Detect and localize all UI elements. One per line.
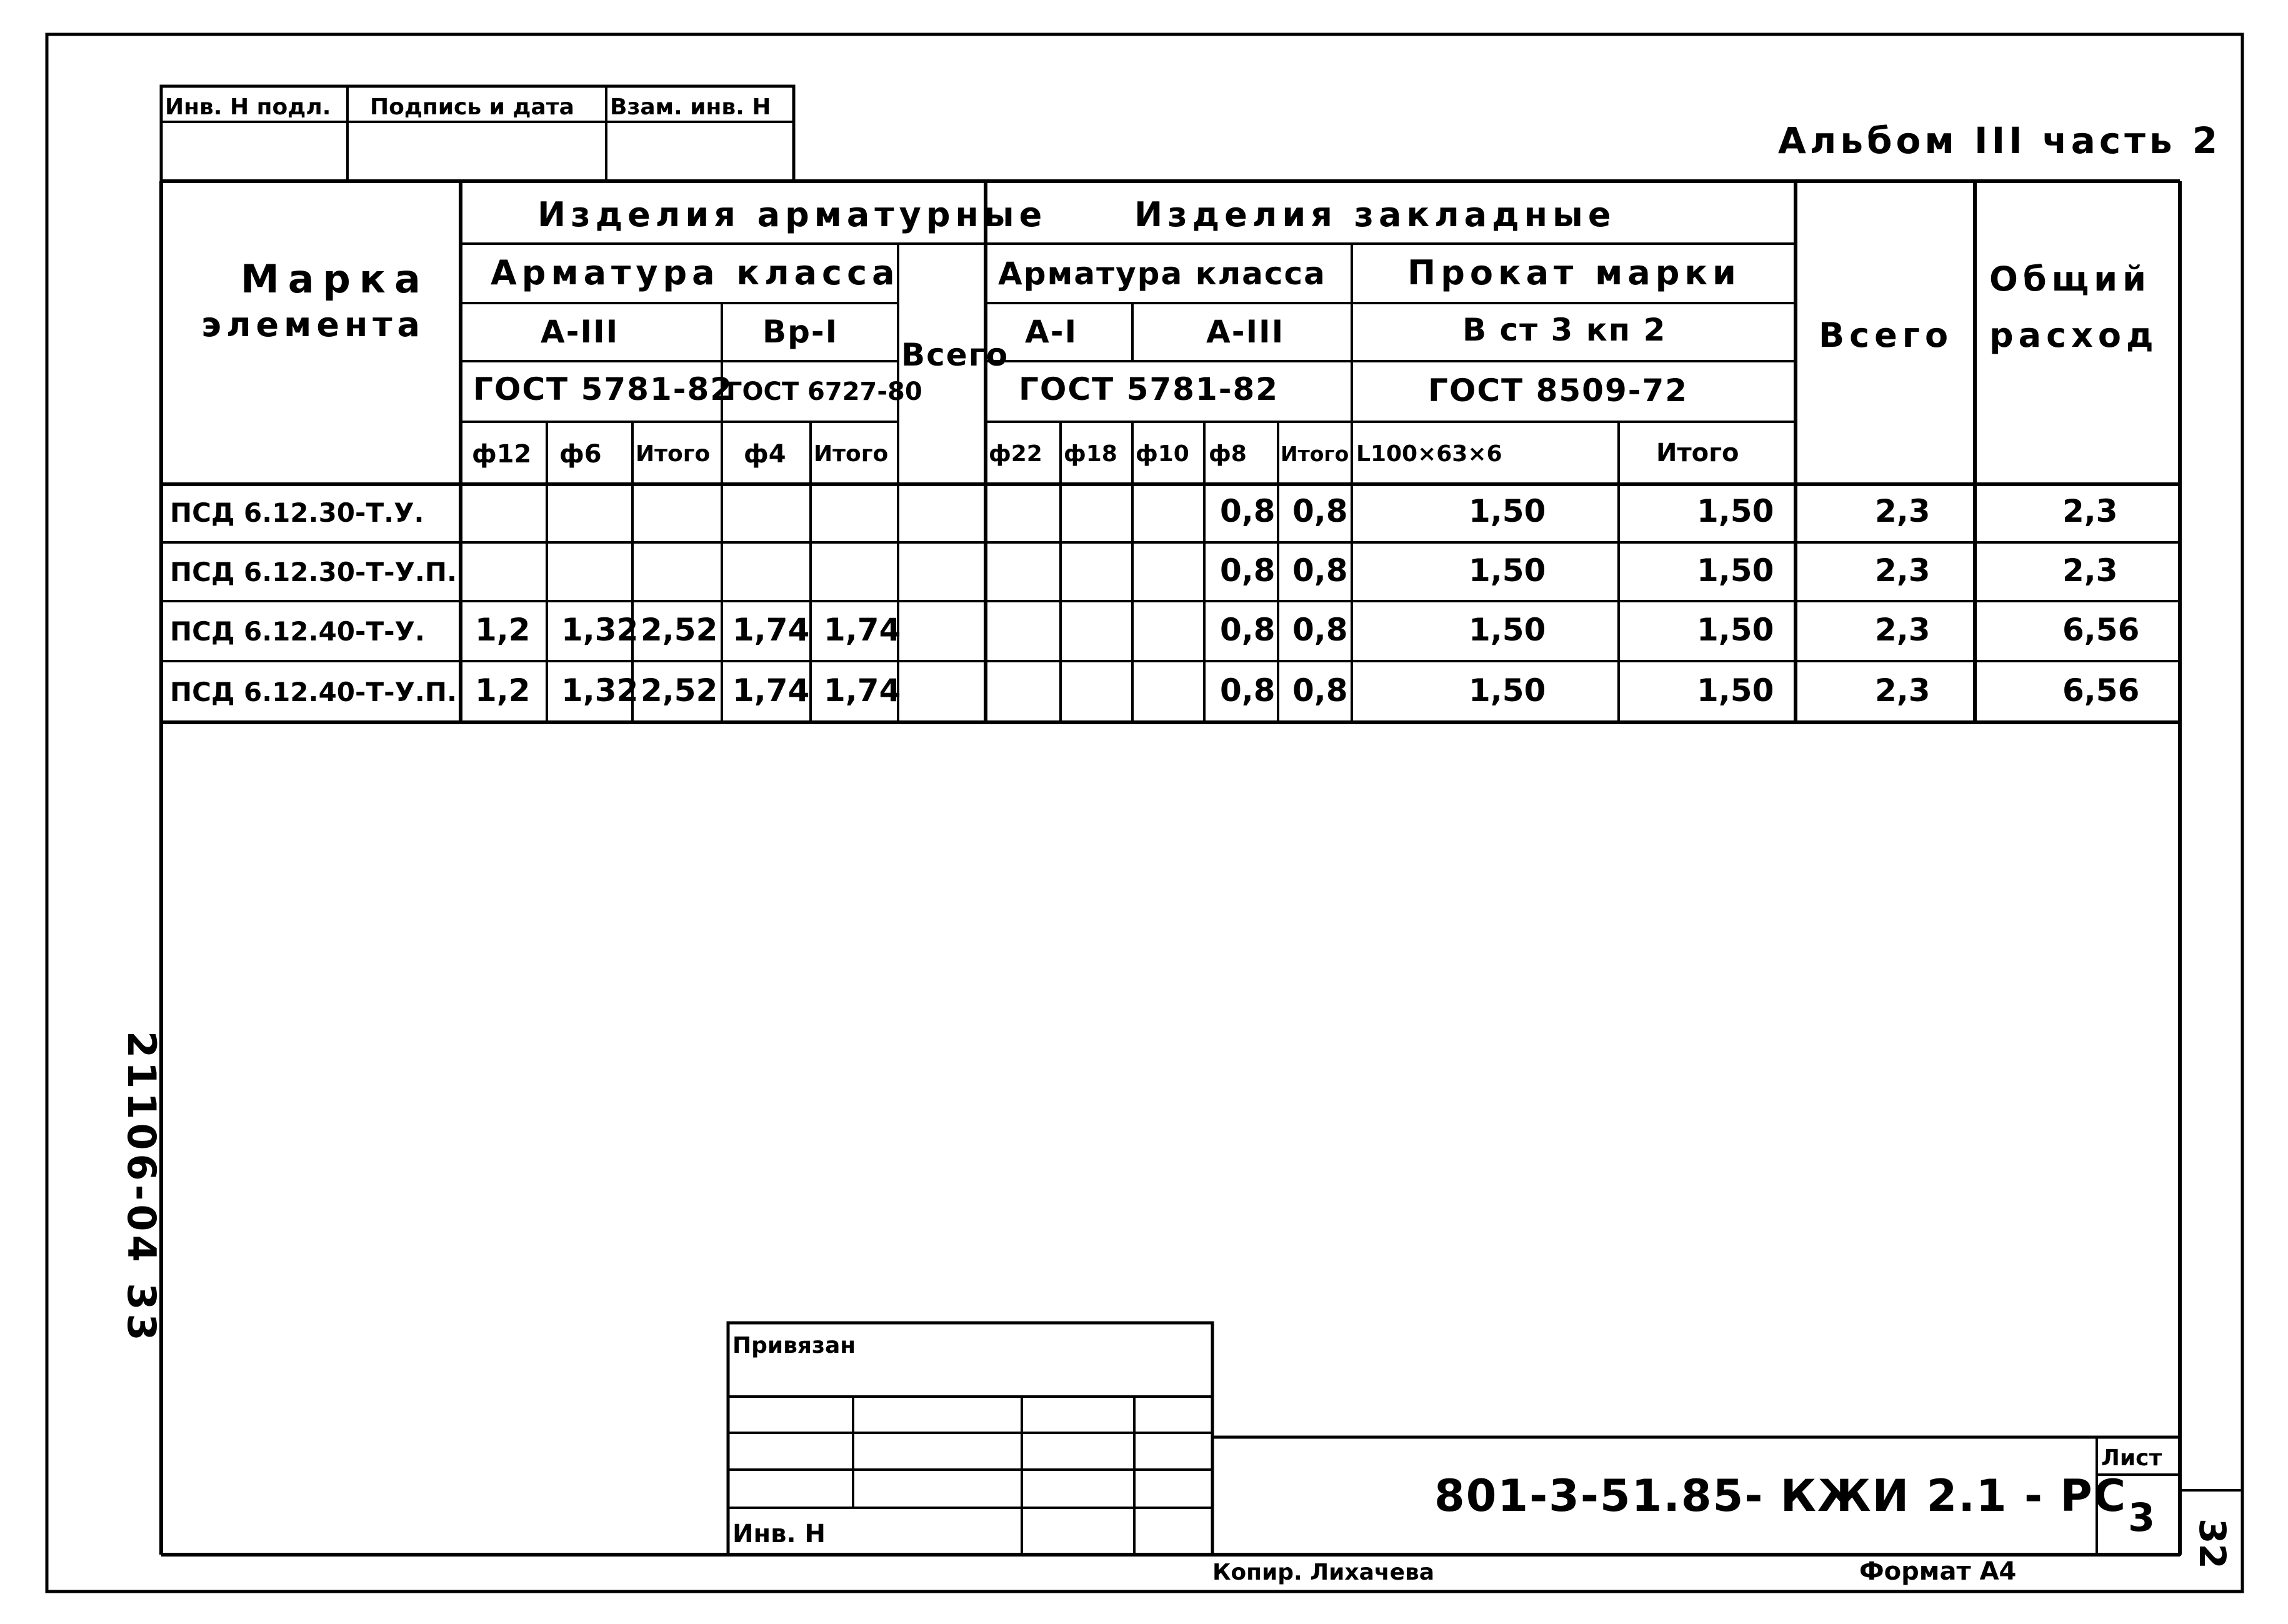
table-cell: 1,50 [1469,612,1546,648]
list-label: Лист [2101,1445,2162,1471]
page-number: 32 [2191,1518,2234,1569]
armatura-klassa-2: Арматура класса [998,256,1326,292]
table-cell: 0,8 [1292,612,1348,648]
col-d10: ф10 [1136,441,1189,467]
col-d6: ф6 [559,440,602,469]
prokat-marki: Прокат марки [1407,253,1741,292]
table-cell: 1,50 [1697,612,1774,648]
class-a-i: А-I [1025,314,1078,350]
marka-label-2: элемента [201,305,425,344]
class-vr-i: Вр-I [762,314,839,350]
table-cell: 1,2 [475,612,531,648]
inv-n-label: Инв. Н [732,1520,826,1548]
col-itogo-1: Итого [636,441,711,467]
table-cell: 1,50 [1697,672,1774,709]
table-cell: 0,8 [1292,672,1348,709]
table-cell: 2,52 [641,672,718,709]
table-cell: 1,50 [1469,672,1546,709]
table-cell: 2,3 [2062,493,2118,529]
gost-5781-b: ГОСТ 5781-82 [1019,371,1279,407]
table-cell: 1,74 [824,672,901,709]
col-d8: ф8 [1209,441,1247,467]
inv-podl-label: Инв. Н подл. [165,94,331,120]
col-itogo-3: Итого [1281,442,1349,466]
gost-6727: ГОСТ 6727-80 [726,377,922,406]
row-marka: ПСД 6.12.40-Т-У. [170,616,425,647]
armatura-klassa-1: Арматура класса [491,253,900,292]
table-cell: 0,8 [1292,552,1348,589]
class-a-iii-1: А-III [541,314,619,350]
vsego-arm: Всего [901,337,1009,373]
table-cell: 1,50 [1469,493,1546,529]
table-cell: 0,8 [1220,672,1276,709]
table-cell: 6,56 [2062,672,2140,709]
col-d12: ф12 [472,440,532,469]
table-cell: 2,3 [1875,612,1931,648]
table-cell: 2,3 [2062,552,2118,589]
table-cell: 2,3 [1875,672,1931,709]
gost-8509: ГОСТ 8509-72 [1428,372,1689,409]
col-d18: ф18 [1064,441,1117,467]
document-code: 801-3-51.85- КЖИ 2.1 - РС [1434,1470,2127,1522]
col-itogo-4: Итого [1656,439,1739,467]
privyazan-label: Привязан [732,1333,856,1358]
marka-label-1: Марка [241,256,429,302]
album-label: Альбом III часть 2 [1778,119,2222,162]
side-note: 21106-04 33 [119,1031,164,1345]
table-cell: 1,32 [561,672,639,709]
col-l100: L100×63×6 [1356,441,1502,467]
table-cell: 1,50 [1697,552,1774,589]
list-number: 3 [2128,1495,2156,1540]
table-cell: 1,74 [732,672,810,709]
table-cell: 2,52 [641,612,718,648]
obshchiy-2: расход [1989,316,2159,355]
row-marka: ПСД 6.12.30-Т.У. [170,497,424,528]
table-cell: 0,8 [1292,493,1348,529]
table-cell: 2,3 [1875,493,1931,529]
izdelia-zakladnye: Изделия закладные [1134,195,1616,234]
class-a-iii-2: А-III [1206,314,1285,350]
kopir-label: Копир. Лихачева [1212,1560,1435,1585]
table-cell: 0,8 [1220,552,1276,589]
col-d22: ф22 [989,441,1042,467]
row-marka: ПСД 6.12.40-Т-У.П. [170,677,457,707]
table-cell: 0,8 [1220,612,1276,648]
col-itogo-2: Итого [814,441,889,467]
gost-5781-a: ГОСТ 5781-82 [473,371,734,407]
table-cell: 0,8 [1220,493,1276,529]
col-d4: ф4 [744,440,786,469]
table-cell: 1,50 [1697,493,1774,529]
podpis-data-label: Подпись и дата [370,94,574,120]
table-cell: 1,2 [475,672,531,709]
row-marka: ПСД 6.12.30-Т-У.П. [170,557,457,587]
table-cell: 6,56 [2062,612,2140,648]
table-cell: 1,50 [1469,552,1546,589]
table-cell: 2,3 [1875,552,1931,589]
izdelia-armaturnye: Изделия арматурные [537,195,1047,234]
obshchiy-1: Общий [1989,259,2151,299]
table-cell: 1,74 [824,612,901,648]
vsego-zakl: Всего [1819,316,1954,355]
format-label: Формат А4 [1859,1557,2017,1586]
vst3-kp2: В ст 3 кп 2 [1462,312,1667,348]
table-cell: 1,32 [561,612,639,648]
table-cell: 1,74 [732,612,810,648]
vzam-inv-label: Взам. инв. Н [610,94,771,120]
